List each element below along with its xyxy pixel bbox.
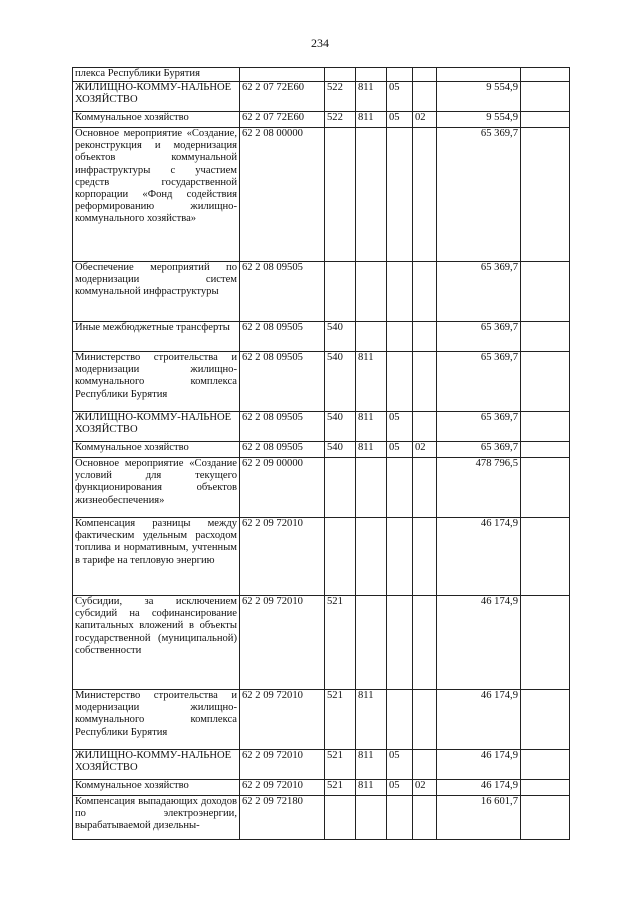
row-section-code — [387, 262, 413, 322]
row-name: Коммунальное хозяйство — [73, 780, 240, 796]
row-name: Обеспечение мероприятий по модернизации систем коммунальной инфраструктуры — [73, 262, 240, 322]
row-target-article-code: 62 2 09 72010 — [240, 596, 325, 690]
row-expense-type-code — [325, 128, 356, 262]
table-row — [73, 518, 570, 596]
row-target-article-code: 62 2 08 00000 — [240, 128, 325, 262]
table-row — [73, 596, 570, 690]
row-name: Министерство строительства и модернизации жилищно-коммунального комплекса Республики Бурятия — [73, 352, 240, 412]
row-target-article-code: 62 2 09 00000 — [240, 458, 325, 518]
row-section-code — [387, 352, 413, 412]
row-expense-type-code: 522 — [325, 112, 356, 128]
row-amount: 478 796,5 — [437, 458, 521, 518]
row-target-article-code: 62 2 09 72010 — [240, 750, 325, 780]
row-name: Основное мероприятие «Создание, реконструкция и модернизация объектов коммунальной инфраструктуры с участием средств государственной корпорации «Фонд содействия реформированию жилищно-коммунального хозяйства» — [73, 128, 240, 262]
table-row — [73, 750, 570, 780]
row-target-article-code: 62 2 09 72010 — [240, 690, 325, 750]
row-empty-cell — [521, 82, 570, 112]
row-amount: 65 369,7 — [437, 442, 521, 458]
row-empty-cell — [521, 690, 570, 750]
row-target-article-code — [240, 68, 325, 82]
row-section-code: 05 — [387, 82, 413, 112]
row-empty-cell — [521, 442, 570, 458]
row-name: Коммунальное хозяйство — [73, 112, 240, 128]
row-name: Компенсация выпадающих доходов по электроэнергии, вырабатываемой дизельны- — [73, 796, 240, 840]
row-empty-cell — [521, 322, 570, 352]
row-section-code — [387, 128, 413, 262]
row-name: Субсидии, за исключением субсидий на софинансирование капитальных вложений в объекты государственной (муниципальной) собственности — [73, 596, 240, 690]
row-amount: 46 174,9 — [437, 750, 521, 780]
row-administrator-code: 811 — [356, 780, 387, 796]
row-target-article-code: 62 2 08 09505 — [240, 442, 325, 458]
row-subsection-code — [413, 68, 437, 82]
table-row — [73, 442, 570, 458]
row-subsection-code — [413, 750, 437, 780]
table-row — [73, 796, 570, 840]
row-empty-cell — [521, 412, 570, 442]
row-administrator-code: 811 — [356, 750, 387, 780]
page-number: 234 — [311, 36, 329, 50]
row-administrator-code — [356, 322, 387, 352]
row-empty-cell — [521, 596, 570, 690]
row-subsection-code — [413, 82, 437, 112]
row-empty-cell — [521, 262, 570, 322]
row-target-article-code: 62 2 08 09505 — [240, 322, 325, 352]
row-expense-type-code — [325, 796, 356, 840]
row-administrator-code — [356, 68, 387, 82]
table-row — [73, 458, 570, 518]
budget-table — [72, 67, 570, 840]
row-target-article-code: 62 2 09 72010 — [240, 518, 325, 596]
row-section-code: 05 — [387, 442, 413, 458]
row-expense-type-code: 540 — [325, 442, 356, 458]
row-empty-cell — [521, 518, 570, 596]
table-row — [73, 352, 570, 412]
row-name: плекса Республики Бурятия — [73, 68, 240, 82]
row-expense-type-code: 522 — [325, 82, 356, 112]
row-section-code — [387, 796, 413, 840]
row-section-code — [387, 458, 413, 518]
row-amount: 65 369,7 — [437, 412, 521, 442]
row-empty-cell — [521, 352, 570, 412]
row-name: ЖИЛИЩНО-КОММУ-НАЛЬНОЕ ХОЗЯЙСТВО — [73, 750, 240, 780]
row-subsection-code — [413, 352, 437, 412]
row-expense-type-code: 540 — [325, 322, 356, 352]
row-target-article-code: 62 2 09 72180 — [240, 796, 325, 840]
table-row — [73, 412, 570, 442]
row-target-article-code: 62 2 07 72Е60 — [240, 82, 325, 112]
row-subsection-code — [413, 412, 437, 442]
row-subsection-code — [413, 596, 437, 690]
row-amount: 9 554,9 — [437, 82, 521, 112]
row-amount: 16 601,7 — [437, 796, 521, 840]
row-administrator-code: 811 — [356, 352, 387, 412]
row-expense-type-code: 521 — [325, 596, 356, 690]
row-administrator-code: 811 — [356, 412, 387, 442]
row-administrator-code — [356, 262, 387, 322]
row-name: Министерство строительства и модернизации жилищно-коммунального комплекса Республики Бурятия — [73, 690, 240, 750]
row-empty-cell — [521, 796, 570, 840]
row-target-article-code: 62 2 08 09505 — [240, 352, 325, 412]
row-amount: 9 554,9 — [437, 112, 521, 128]
row-administrator-code — [356, 458, 387, 518]
row-amount: 65 369,7 — [437, 352, 521, 412]
table-row — [73, 68, 570, 82]
row-subsection-code — [413, 690, 437, 750]
row-name: ЖИЛИЩНО-КОММУ-НАЛЬНОЕ ХОЗЯЙСТВО — [73, 82, 240, 112]
row-section-code — [387, 68, 413, 82]
row-administrator-code — [356, 796, 387, 840]
table-row — [73, 780, 570, 796]
row-expense-type-code — [325, 68, 356, 82]
row-empty-cell — [521, 68, 570, 82]
row-section-code — [387, 322, 413, 352]
row-amount: 65 369,7 — [437, 128, 521, 262]
row-empty-cell — [521, 780, 570, 796]
row-empty-cell — [521, 750, 570, 780]
row-section-code: 05 — [387, 412, 413, 442]
table-row — [73, 82, 570, 112]
row-name: Компенсация разницы между фактическим удельным расходом топлива и нормативным, учтенным в тарифе на тепловую энергию — [73, 518, 240, 596]
row-name: Коммунальное хозяйство — [73, 442, 240, 458]
row-name: Иные межбюджетные трансферты — [73, 322, 240, 352]
row-subsection-code — [413, 458, 437, 518]
row-expense-type-code: 521 — [325, 690, 356, 750]
row-expense-type-code: 540 — [325, 352, 356, 412]
table-row — [73, 262, 570, 322]
row-amount — [437, 68, 521, 82]
row-amount: 65 369,7 — [437, 262, 521, 322]
row-administrator-code: 811 — [356, 82, 387, 112]
row-name: ЖИЛИЩНО-КОММУ-НАЛЬНОЕ ХОЗЯЙСТВО — [73, 412, 240, 442]
table-row — [73, 112, 570, 128]
row-amount: 46 174,9 — [437, 690, 521, 750]
row-section-code — [387, 596, 413, 690]
row-administrator-code: 811 — [356, 442, 387, 458]
row-expense-type-code — [325, 518, 356, 596]
row-name: Основное мероприятие «Создание условий для текущего функционирования объектов жизнеобеспечения» — [73, 458, 240, 518]
row-subsection-code — [413, 796, 437, 840]
row-subsection-code: 02 — [413, 780, 437, 796]
row-expense-type-code: 521 — [325, 780, 356, 796]
row-expense-type-code: 521 — [325, 750, 356, 780]
table-row — [73, 128, 570, 262]
row-subsection-code — [413, 262, 437, 322]
row-target-article-code: 62 2 07 72Е60 — [240, 112, 325, 128]
row-administrator-code: 811 — [356, 690, 387, 750]
row-amount: 46 174,9 — [437, 518, 521, 596]
row-target-article-code: 62 2 08 09505 — [240, 412, 325, 442]
row-administrator-code — [356, 518, 387, 596]
row-administrator-code: 811 — [356, 112, 387, 128]
row-empty-cell — [521, 112, 570, 128]
row-amount: 46 174,9 — [437, 596, 521, 690]
row-administrator-code — [356, 128, 387, 262]
row-subsection-code: 02 — [413, 112, 437, 128]
row-section-code: 05 — [387, 112, 413, 128]
row-target-article-code: 62 2 09 72010 — [240, 780, 325, 796]
row-subsection-code — [413, 322, 437, 352]
row-expense-type-code: 540 — [325, 412, 356, 442]
row-section-code — [387, 690, 413, 750]
table-row — [73, 690, 570, 750]
row-expense-type-code — [325, 458, 356, 518]
row-subsection-code — [413, 518, 437, 596]
row-expense-type-code — [325, 262, 356, 322]
row-administrator-code — [356, 596, 387, 690]
row-empty-cell — [521, 128, 570, 262]
row-amount: 46 174,9 — [437, 780, 521, 796]
row-empty-cell — [521, 458, 570, 518]
row-subsection-code — [413, 128, 437, 262]
row-subsection-code: 02 — [413, 442, 437, 458]
row-amount: 65 369,7 — [437, 322, 521, 352]
table-row — [73, 322, 570, 352]
row-section-code: 05 — [387, 750, 413, 780]
row-target-article-code: 62 2 08 09505 — [240, 262, 325, 322]
row-section-code — [387, 518, 413, 596]
row-section-code: 05 — [387, 780, 413, 796]
